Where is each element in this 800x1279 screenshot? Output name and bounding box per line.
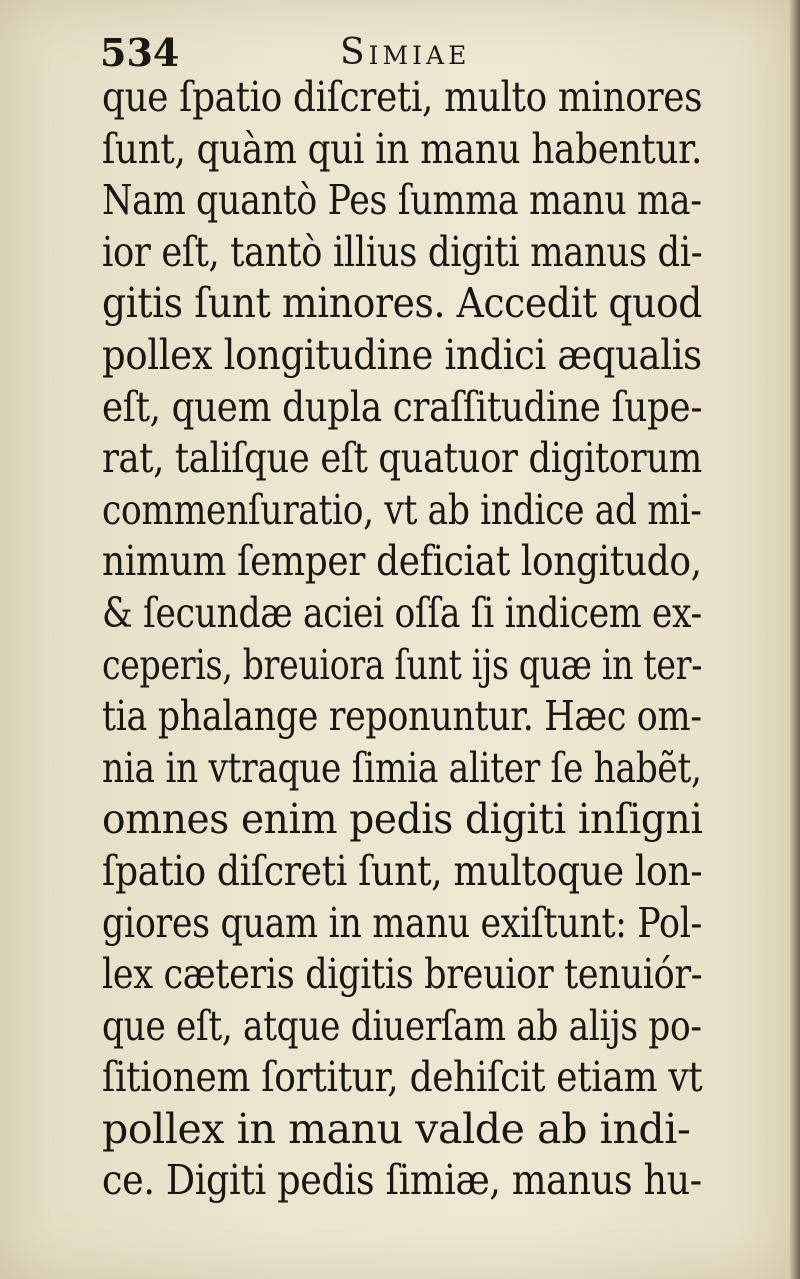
text-line: gitis ſunt minores. Accedit quod	[102, 279, 703, 328]
text-line: lex cæteris digitis breuior tenuiór-	[102, 950, 703, 999]
text-line: giores quam in manu exiſtunt: Pol-	[102, 898, 702, 947]
text-line: ceperis, breuiora ſunt ijs quæ in ter-	[102, 640, 703, 689]
running-title: Simiae	[340, 32, 471, 73]
text-line: rat, taliſque eſt quatuor digitorum	[102, 434, 702, 483]
text-line: tia phalange reponuntur. Hæc om-	[102, 692, 702, 741]
text-line: omnes enim pedis digiti inſigni	[102, 795, 703, 844]
page-header	[100, 28, 700, 76]
page-edge	[790, 0, 800, 1279]
text-line: pollex in manu valde ab indi-	[102, 1104, 691, 1153]
text-line: & ſecundæ aciei oſſa ſi indicem ex-	[102, 588, 702, 637]
text-line: que eſt, atque diuerſam ab alijs po-	[102, 1001, 702, 1050]
text-line: que ſpatio diſcreti, multo minores	[102, 73, 703, 121]
text-line: pollex longitudine indici æqualis	[102, 330, 702, 379]
text-line: ſpatio diſcreti ſunt, multoque lon-	[102, 846, 703, 895]
text-line: Nam quantò Pes ſumma manu ma-	[102, 176, 702, 225]
body-text	[102, 72, 702, 1207]
text-line: nia in vtraque ſimia aliter ſe habẽt,	[102, 743, 702, 792]
text-line: nimum ſemper deficiat longitudo,	[102, 537, 702, 586]
page-number: 534	[100, 30, 180, 75]
text-line: ſunt, quàm qui in manu habentur.	[102, 124, 703, 173]
text-line: ce. Digiti pedis ſimiæ, manus hu-	[102, 1156, 702, 1205]
text-line: ior eſt, tantò illius digiti manus di-	[102, 227, 703, 276]
text-line: ſitionem ſortitur, dehiſcit etiam vt	[102, 1053, 703, 1102]
text-line: commenſuratio, vt ab indice ad mi-	[102, 485, 702, 534]
text-line: eſt, quem dupla craſſitudine ſupe-	[102, 382, 703, 431]
